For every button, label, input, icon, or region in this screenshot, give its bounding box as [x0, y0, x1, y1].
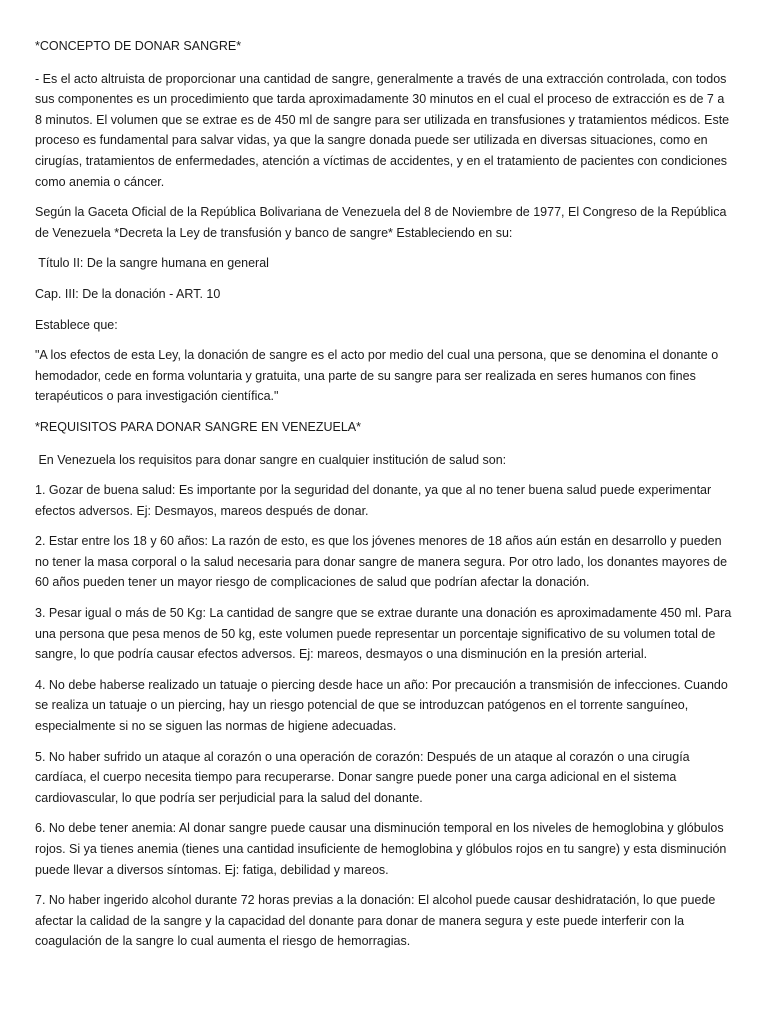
- paragraph-quote: "A los efectos de esta Ley, la donación de sangre es el acto por medio del cual una persona, que se denomina el donante o hemodador, cede en forma voluntaria y gratuita, una parte de su sangre para ser realizada en seres humanos con fines terapéuticos o para investigación científica.": [35, 348, 719, 404]
- paragraph-definition: - Es el acto altruista de proporcionar una cantidad de sangre, generalmente a través de una extracción controlada, con todos sus componentes es un procedimiento que tarda aproximadamente 30 minutos en el cual el proceso de extracción es de 7 a 8 minutos. El volumen que se extrae es de 450 ml de sangre para ser utilizada en transfusiones y tratamientos médicos. Este proceso es fundamental para salvar vidas, ya que la sangre donada puede ser utilizada en diversas situaciones, como en cirugías, tratamientos de enfermedades, atención a víctimas de accidentes, y en el tratamiento de pacientes con condiciones como anemia o cáncer.: [35, 71, 730, 189]
- list-item-7: 7. No haber ingerido alcohol durante 72 horas previas a la donación: El alcohol puede causar deshidratación, lo que puede afectar la calidad de la sangre y la capacidad del donante para donar de manera segura y este puede interferir con la coagulación de la sangre lo cual aumenta el riesgo de hemorragias.: [35, 893, 716, 949]
- list-item-3: 3. Pesar igual o más de 50 Kg: La cantidad de sangre que se extrae durante una donación es aproximadamente 450 ml. Para una persona que pesa menos de 50 kg, este volumen puede representar un porcentaje significativo de su volumen total de sangre, lo que podría causar efectos adversos. Ej: mareos, desmayos o una disminución en la presión arterial.: [35, 606, 732, 662]
- paragraph-titulo: Título II: De la sangre humana en general: [35, 256, 269, 271]
- paragraph-establece: Establece que:: [35, 317, 118, 332]
- list-item-2: 2. Estar entre los 18 y 60 años: La razón de esto, es que los jóvenes menores de 18 años aún están en desarrollo y pueden no tener la masa corporal o la salud necesaria para donar sangre de manera segura. Por otro lado, los donantes mayores de 60 años pueden tener un mayor riesgo de complicaciones de salud que podrían afectar la donación.: [35, 534, 728, 590]
- paragraph-requisitos-intro: En Venezuela los requisitos para donar sangre en cualquier institución de salud son:: [35, 452, 507, 467]
- list-item-1: 1. Gozar de buena salud: Es importante por la seguridad del donante, ya que al no tener buena salud puede experimentar efectos adversos. Ej: Desmayos, mareos después de donar.: [35, 483, 712, 518]
- heading-concepto: *CONCEPTO DE DONAR SANGRE*: [35, 39, 242, 53]
- list-item-6: 6. No debe tener anemia: Al donar sangre puede causar una disminución temporal en los niveles de hemoglobina y glóbulos rojos. Si ya tienes anemia (tienes una cantidad insuficiente de hemoglobina y glóbulos rojos en tu sangre) y esta disminución puede llevar a diversos síntomas. Ej: fatiga, debilidad y mareos.: [35, 821, 727, 877]
- paragraph-gaceta: Según la Gaceta Oficial de la República Bolivariana de Venezuela del 8 de Noviembre de 1977, El Congreso de la República de Venezuela *Decreta la Ley de transfusión y banco de sangre* Estableciendo en su:: [35, 205, 727, 240]
- list-item-4: 4. No debe haberse realizado un tatuaje o piercing desde hace un año: Por precaución a transmisión de infecciones. Cuando se realiza un tatuaje o un piercing, hay un riesgo potencial de que se introduzcan patógenos en el torrente sanguíneo, especialmente si no se siguen las normas de higiene adecuadas.: [35, 677, 728, 734]
- list-item-5: 5. No haber sufrido un ataque al corazón o una operación de corazón: Después de un ataque al corazón o una cirugía cardíaca, el cuerpo necesita tiempo para recuperarse. Donar sangre puede poner una carga adicional en el sistema cardiovascular, lo que podría ser perjudicial para la salud del donante.: [35, 749, 690, 805]
- paragraph-capitulo: Cap. III: De la donación - ART. 10: [35, 286, 221, 301]
- heading-requisitos: *REQUISITOS PARA DONAR SANGRE EN VENEZUELA*: [35, 419, 362, 434]
